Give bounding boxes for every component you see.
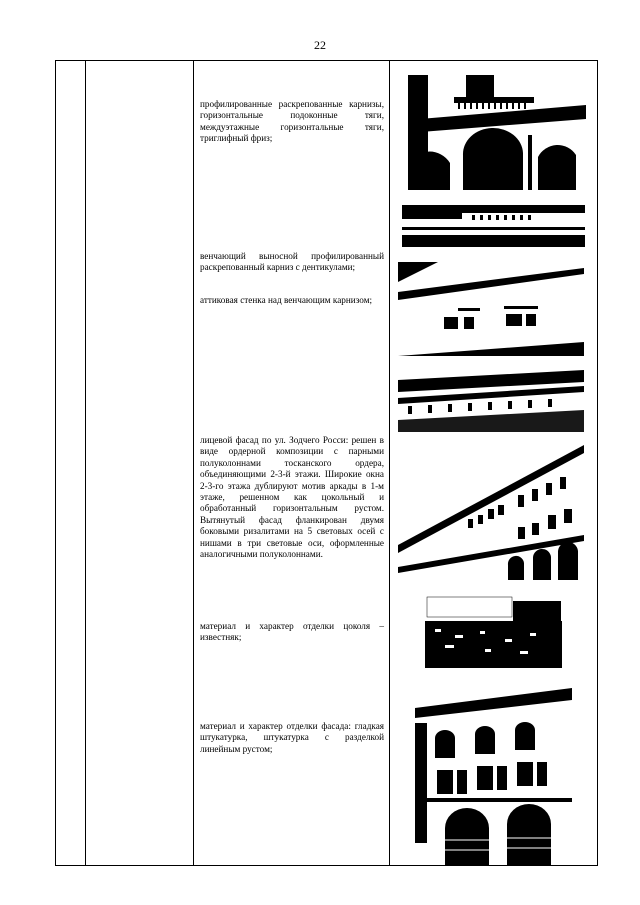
column-divider xyxy=(85,61,86,865)
feature-text-cornices: профилированные раскрепованные карнизы, горизонтальные подоконные тяги, междуэтажные горизонтальные тяги, триглифный фриз; xyxy=(200,99,384,144)
street-facade-photo xyxy=(398,445,584,580)
facade-finish-photo xyxy=(415,688,572,865)
cornice-detail-photo xyxy=(398,370,584,432)
attic-wall-photo xyxy=(398,262,584,356)
page-number: 22 xyxy=(314,38,326,52)
cornice-photo xyxy=(402,205,585,247)
feature-text-street-facade: лицевой фасад по ул. Зодчего Росси: решен в виде ордерной композиции с парными полуколоннами тосканского ордера, объединяющими 2-3-й этажи. Широкие окна 2-3-го этажа дублируют мотив аркады в 1-м этаже, решенном как цокольный и обработанный горизонтальным рустом. Вытянутый фасад фланкирован двумя боковыми ризалитами на 5 световых осей с нишами в три световые оси, оформленные аналогичными полуколоннами. xyxy=(200,435,384,560)
column-divider xyxy=(389,61,390,865)
feature-text-facade-finish: материал и характер отделки фасада: гладкая штукатурка, штукатурка с разделкой линейным рустом; xyxy=(200,721,384,754)
facade-arcade-photo xyxy=(408,75,586,190)
feature-text-plinth-material: материал и характер отделки цоколя – известняк; xyxy=(200,621,384,643)
plinth-photo xyxy=(425,595,562,668)
column-divider xyxy=(193,61,194,865)
feature-text-crowning-cornice: венчающий выносной профилированный раскрепованный карниз с дентикулами; xyxy=(200,251,384,273)
feature-text-attic-wall: аттиковая стенка над венчающим карнизом; xyxy=(200,295,373,305)
